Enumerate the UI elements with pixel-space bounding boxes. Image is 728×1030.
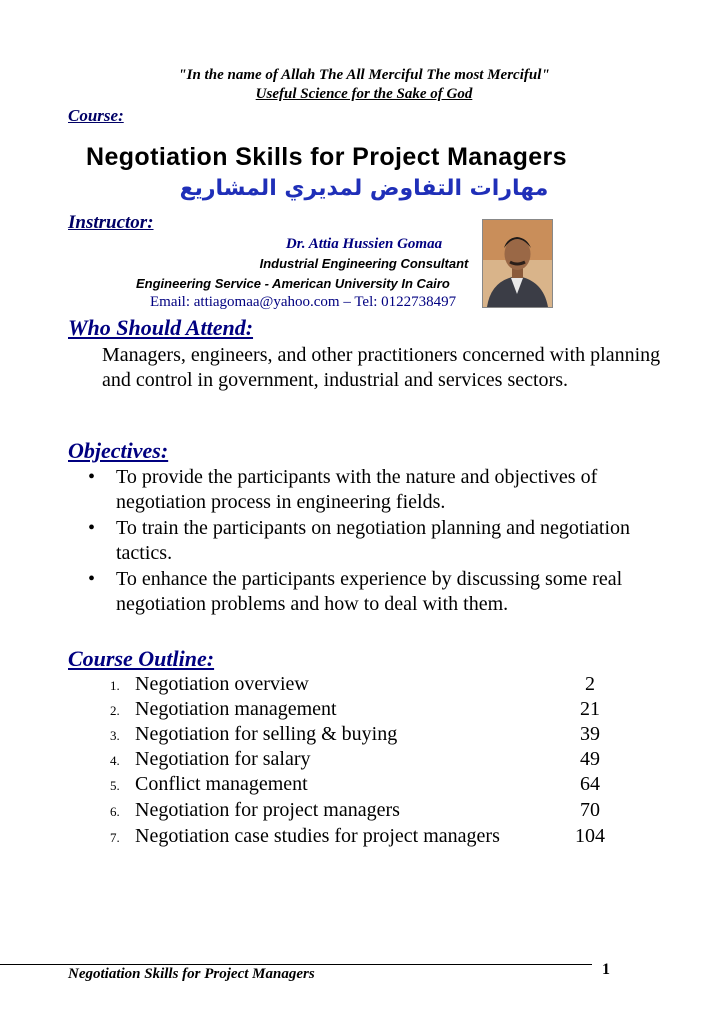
bullet-icon: • xyxy=(88,517,96,539)
outline-item: 2. Negotiation management 21 xyxy=(110,698,600,720)
page-number: 1 xyxy=(602,961,610,978)
objectives-label: Objectives: xyxy=(68,438,169,463)
objective-item: • To provide the participants with the nature and objectives of negotiation process in engineering fields. xyxy=(88,466,598,513)
instructor-name: Dr. Attia Hussien Gomaa xyxy=(285,236,443,252)
outline-item: 6. Negotiation for project managers 70 xyxy=(110,799,600,821)
course-outline-label: Course Outline: xyxy=(68,646,215,671)
bullet-icon: • xyxy=(88,568,96,590)
motto-line: Useful Science for the Sake of God xyxy=(255,86,473,102)
instructor-contact: Email: attiagomaa@yahoo.com – Tel: 0122738497 xyxy=(150,294,457,310)
instructor-label: Instructor: xyxy=(68,212,154,233)
instructor-org: Engineering Service - American University In Cairo xyxy=(136,276,450,291)
objectives-list xyxy=(86,465,676,618)
objective-item: • To enhance the participants experience by discussing some real negotiation problems and how to deal with them. xyxy=(88,568,623,615)
outline-item: 7. Negotiation case studies for project managers 104 xyxy=(110,825,605,847)
outline-item: 3. Negotiation for selling & buying 39 xyxy=(110,723,600,745)
outline-item: 1. Negotiation overview 2 xyxy=(110,673,595,695)
instructor-photo xyxy=(482,219,553,308)
who-should-attend-label: Who Should Attend: xyxy=(68,315,254,340)
course-title: Negotiation Skills for Project Managers xyxy=(86,143,567,171)
objective-item: • To train the participants on negotiation planning and negotiation tactics. xyxy=(88,517,631,564)
course-title-arabic: مهارات التفاوض لمديري المشاريع xyxy=(179,176,549,201)
instructor-role: Industrial Engineering Consultant xyxy=(259,256,469,271)
footer-title: Negotiation Skills for Project Managers xyxy=(68,966,315,982)
who-should-attend-text: Managers, engineers, and other practitioners concerned with planning and control in government, industrial and services sectors. xyxy=(102,344,661,391)
outline-item: 5. Conflict management 64 xyxy=(110,773,600,795)
course-label: Course: xyxy=(68,106,124,125)
basmala-line: "In the name of Allah The All Merciful The most Merciful" xyxy=(178,67,550,83)
portrait-icon xyxy=(483,220,552,307)
footer-divider xyxy=(0,964,592,965)
bullet-icon: • xyxy=(88,466,96,488)
outline-item: 4. Negotiation for salary 49 xyxy=(110,748,600,770)
